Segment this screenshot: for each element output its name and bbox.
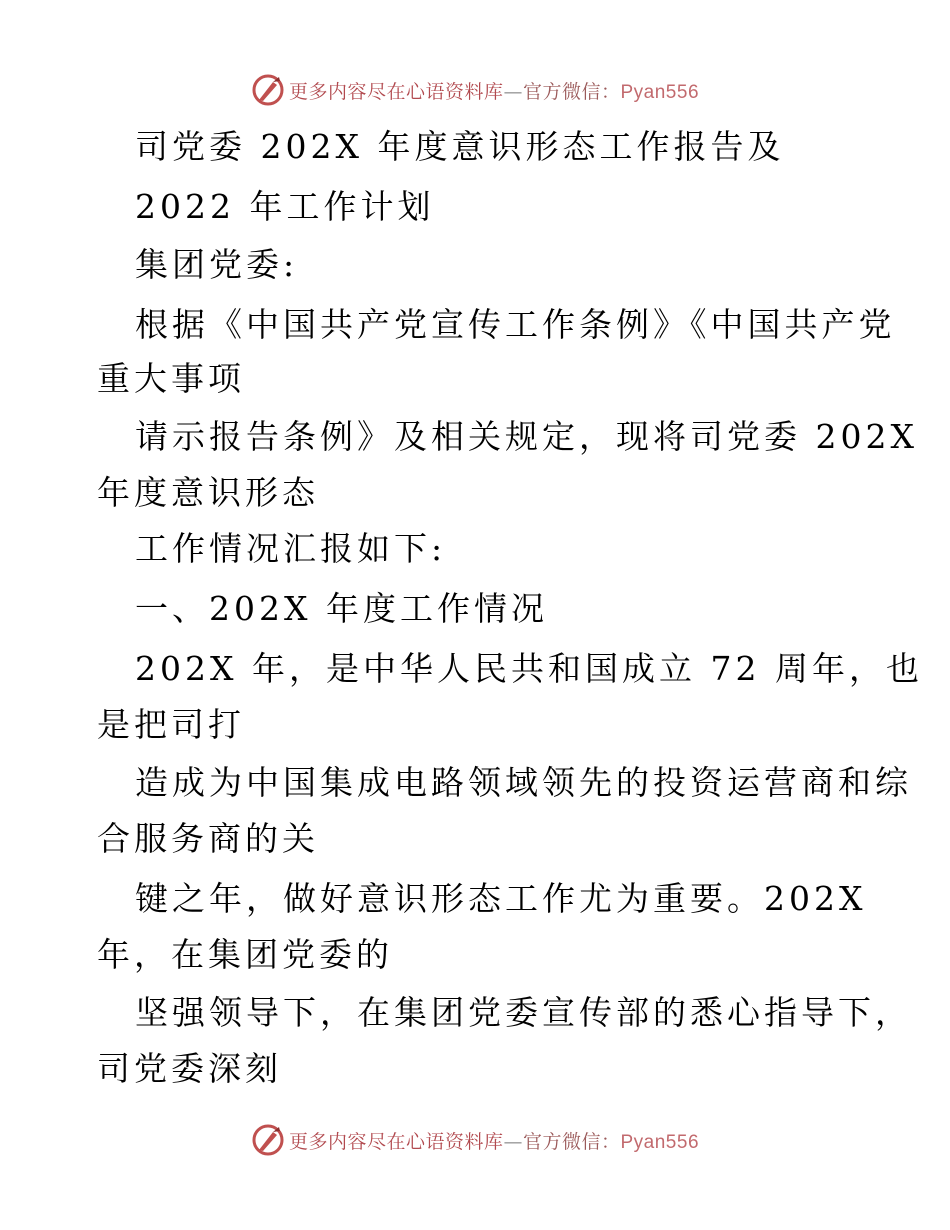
text-line-7: 年度意识形态 xyxy=(97,473,319,512)
text-line-17: 司党委深刻 xyxy=(97,1049,282,1088)
text-line-13: 合服务商的关 xyxy=(97,819,319,858)
banner-wechat-id: Pyan556 xyxy=(620,81,700,103)
banner-dash: — xyxy=(503,80,523,103)
footer-watermark-banner xyxy=(0,1120,950,1160)
banner-wechat-label: 官方微信： xyxy=(522,80,621,103)
text-line-12: 造成为中国集成电路领域领先的投资运营商和综 xyxy=(135,763,912,802)
feather-pen-logo-icon xyxy=(251,1123,285,1157)
text-line-15: 年，在集团党委的 xyxy=(97,935,393,974)
text-line-3: 集团党委: xyxy=(135,245,299,284)
banner-text: 更多内容尽在心语资料库 xyxy=(288,1130,504,1153)
text-line-5: 重大事项 xyxy=(97,359,245,398)
text-line-9: 一、202X 年度工作情况 xyxy=(135,589,548,628)
feather-pen-logo-icon xyxy=(251,73,285,107)
text-line-6: 请示报告条例》及相关规定，现将司党委 202X xyxy=(135,417,918,456)
banner-dash: — xyxy=(503,1130,523,1153)
text-line-4: 根据《中国共产党宣传工作条例》《中国共产党 xyxy=(135,305,896,344)
banner-wechat-id: Pyan556 xyxy=(620,1131,700,1153)
text-line-11: 是把司打 xyxy=(97,705,245,744)
header-watermark-banner xyxy=(0,70,950,110)
banner-text: 更多内容尽在心语资料库 xyxy=(288,80,504,103)
text-line-14: 键之年，做好意识形态工作尤为重要。202X xyxy=(135,879,867,918)
text-line-8: 工作情况汇报如下: xyxy=(135,529,447,568)
text-line-10: 202X 年，是中华人民共和国成立 72 周年，也 xyxy=(135,649,923,688)
text-line-2: 2022 年工作计划 xyxy=(135,187,435,226)
text-line-16: 坚强领导下，在集团党委宣传部的悉心指导下， xyxy=(135,993,912,1032)
text-line-1: 司党委 202X 年度意识形态工作报告及 xyxy=(135,127,785,166)
banner-wechat-label: 官方微信： xyxy=(522,1130,621,1153)
